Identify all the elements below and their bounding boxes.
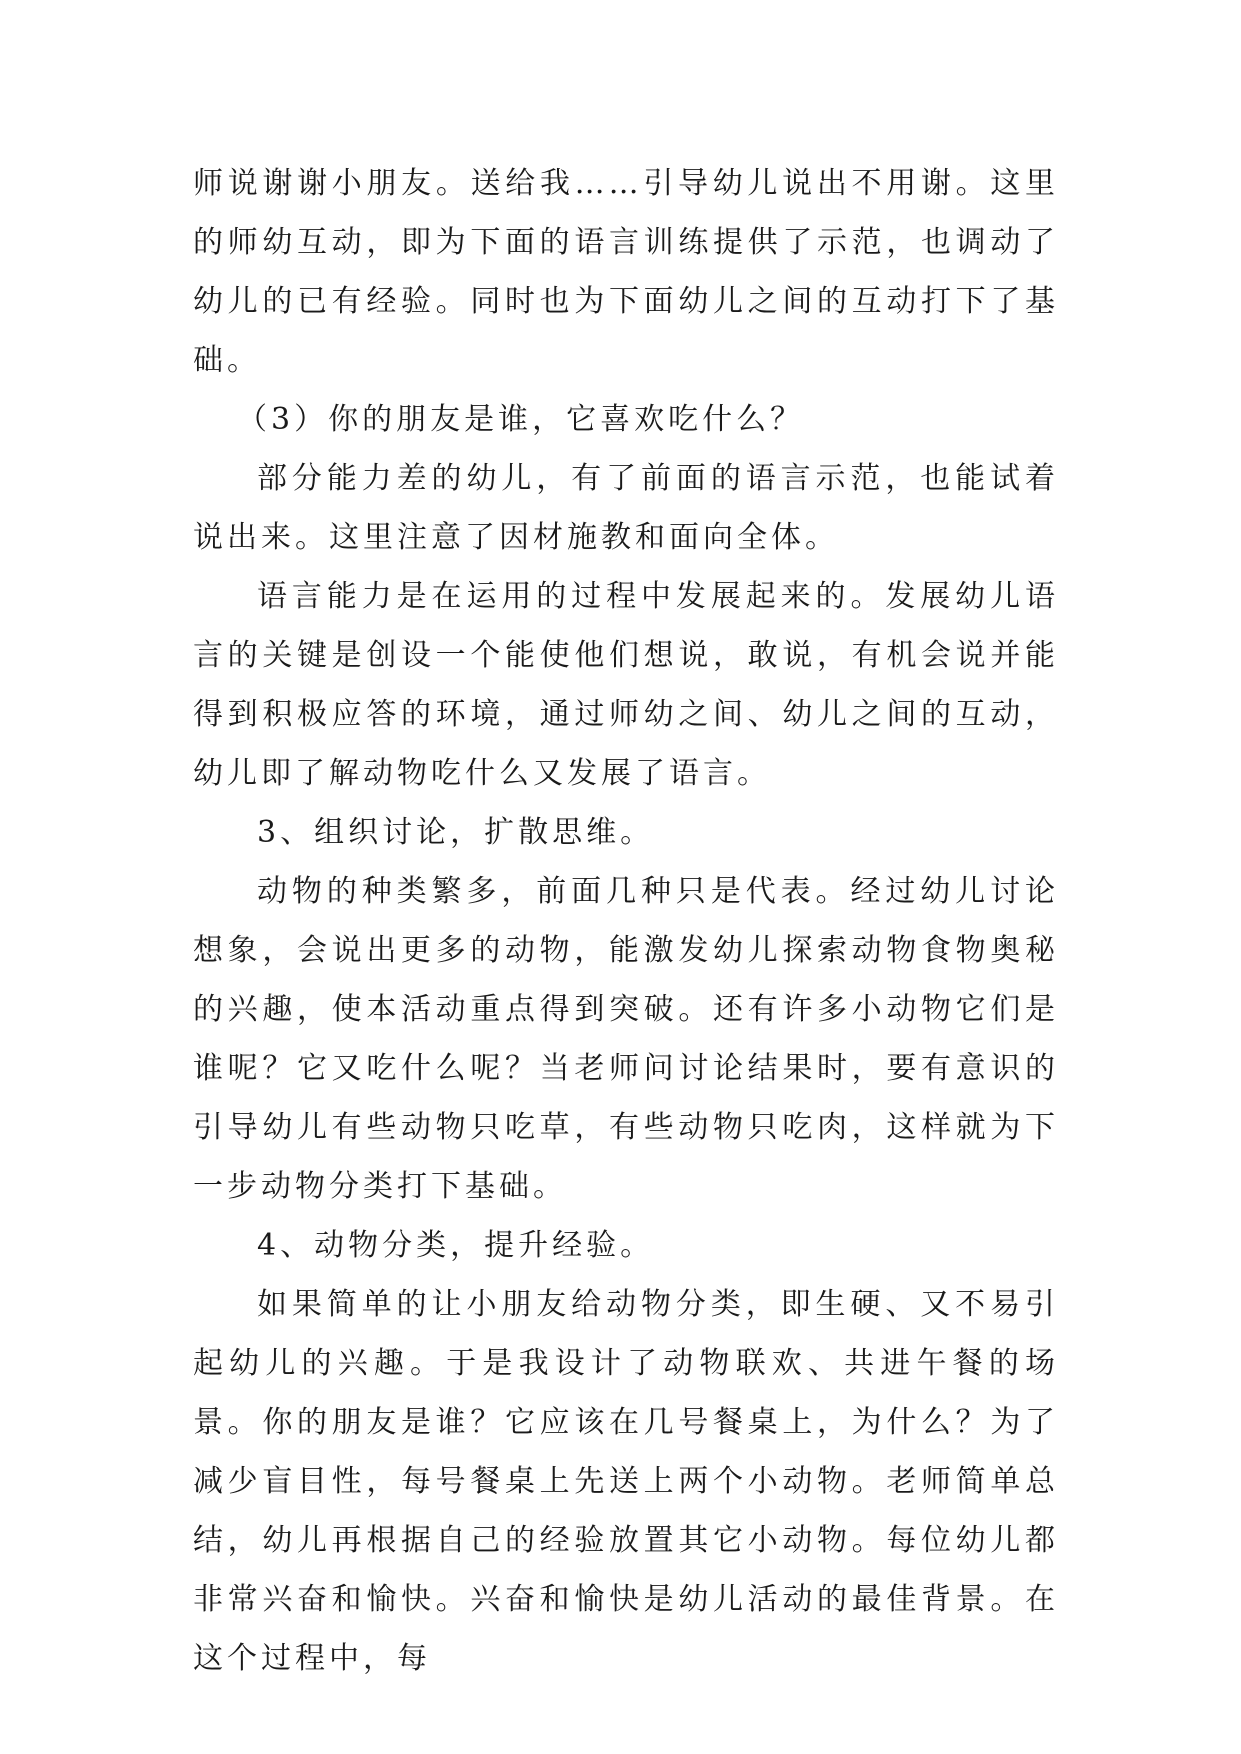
paragraph-question-3: （3）你的朋友是谁，它喜欢吃什么？ <box>237 402 805 437</box>
body-text <box>193 154 1059 1688</box>
paragraph-continuation: 师说谢谢小朋友。送给我……引导幼儿说出不用谢。这里的师幼互动，即为下面的语言训练提供了示范，也调动了幼儿的已有经验。同时也为下面幼儿之间的互动打下了基础。 <box>193 166 1059 378</box>
paragraph: 如果简单的让小朋友给动物分类，即生硬、又不易引起幼儿的兴趣。于是我设计了动物联欢、共进午餐的场景。你的朋友是谁？它应该在几号餐桌上，为什么？为了减少盲目性，每号餐桌上先送上两个小动物。老师简单总结，幼儿再根据自己的经验放置其它小动物。每位幼儿都非常兴奋和愉快。兴奋和愉快是幼儿活动的最佳背景。在这个过程中，每 <box>193 1287 1059 1676</box>
section-heading-4: 4、动物分类，提升经验。 <box>257 1228 655 1263</box>
section-heading-3: 3、组织讨论，扩散思维。 <box>257 815 655 850</box>
paragraph: 语言能力是在运用的过程中发展起来的。发展幼儿语言的关键是创设一个能使他们想说，敢说，有机会说并能得到积极应答的环境，通过师幼之间、幼儿之间的互动，幼儿即了解动物吃什么又发展了语言。 <box>193 579 1059 791</box>
paragraph: 部分能力差的幼儿，有了前面的语言示范，也能试着说出来。这里注意了因材施教和面向全体。 <box>193 461 1059 555</box>
paragraph: 动物的种类繁多，前面几种只是代表。经过幼儿讨论想象，会说出更多的动物，能激发幼儿探索动物食物奥秘的兴趣，使本活动重点得到突破。还有许多小动物它们是谁呢？它又吃什么呢？当老师问讨论结果时，要有意识的引导幼儿有些动物只吃草，有些动物只吃肉，这样就为下一步动物分类打下基础。 <box>193 874 1059 1204</box>
